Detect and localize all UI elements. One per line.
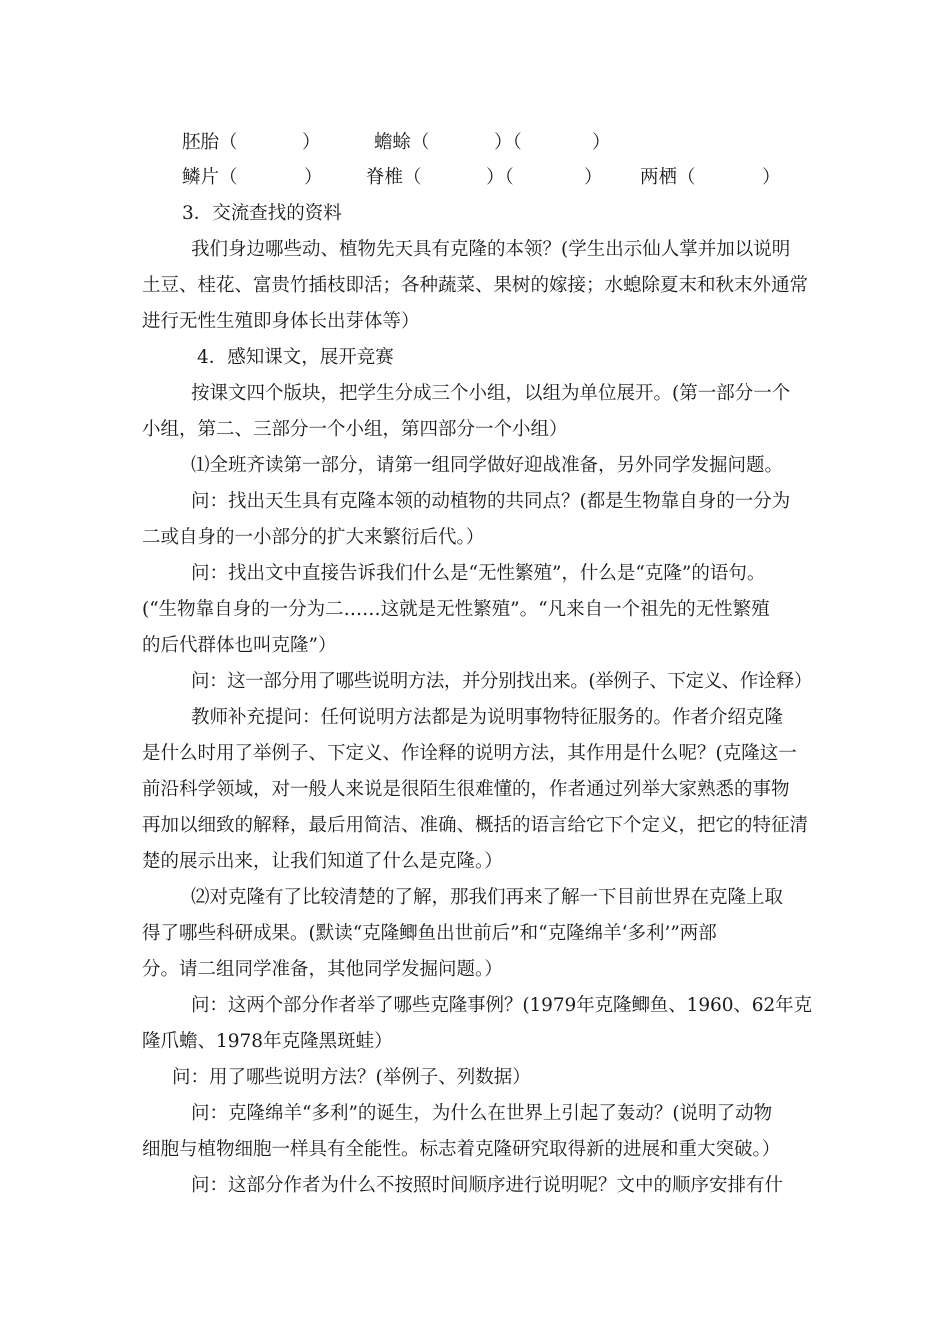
paragraph-line: 得了哪些科研成果。(默读“克隆鲫鱼出世前后”和“克隆绵羊‘多利’”两部 <box>142 923 717 944</box>
vocab-scale-close: ） <box>304 167 323 188</box>
paragraph-line: (“生物靠自身的一分为二……这就是无性繁殖”。“凡来自一个祖先的无性繁殖 <box>142 599 770 620</box>
paragraph-line: 细胞与植物细胞一样具有全能性。标志着克隆研究取得新的进展和重大突破。） <box>142 1139 781 1160</box>
paragraph-line: 楚的展示出来，让我们知道了什么是克隆。） <box>142 851 503 872</box>
vocab-amphibian-label: 两栖（ <box>640 167 696 188</box>
paragraph-line: 问：克隆绵羊“多利”的诞生，为什么在世界上引起了轰动？(说明了动物 <box>191 1103 773 1124</box>
paragraph-line: 教师补充提问：任何说明方法都是为说明事物特征服务的。作者介绍克隆 <box>191 707 784 728</box>
vocab-scale-label: 鳞片（ <box>182 167 238 188</box>
paragraph-line: 二或自身的一小部分的扩大来繁衍后代。） <box>142 527 485 548</box>
paragraph-line: 是什么时用了举例子、下定义、作诠释的说明方法，其作用是什么呢？(克隆这一 <box>142 743 797 764</box>
paragraph-line: 隆爪蟾、1978年克隆黑斑蛙） <box>142 1031 393 1052</box>
vocab-embryo-close: ） <box>302 132 321 153</box>
paragraph-line: 小组，第二、三部分一个小组，第四部分一个小组） <box>142 419 568 440</box>
section-heading-4: 4．感知课文，展开竞赛 <box>197 347 394 368</box>
paragraph-line: 问：这两个部分作者举了哪些克隆事例？(1979年克隆鲫鱼、1960、62年克 <box>191 995 812 1016</box>
paragraph-line: 的后代群体也叫克隆”） <box>142 635 337 656</box>
paragraph-line: ⑵对克隆有了比较清楚的了解，那我们再来了解一下目前世界在克隆上取 <box>191 887 784 908</box>
section-heading-3: 3．交流查找的资料 <box>182 203 342 224</box>
paragraph-line: 问：找出文中直接告诉我们什么是“无性繁殖”，什么是“克隆”的语句。 <box>191 563 766 584</box>
vocab-embryo-label: 胚胎（ <box>182 132 238 153</box>
paragraph-line: 土豆、桂花、富贵竹插枝即活；各种蔬菜、果树的嫁接；水螅除夏末和秋末外通常 <box>142 275 809 296</box>
vocab-amphibian-close: ） <box>762 167 781 188</box>
paragraph-line: 进行无性生殖即身体长出芽体等） <box>142 311 420 332</box>
paragraph-line: 我们身边哪些动、植物先天具有克隆的本领？(学生出示仙人掌并加以说明 <box>191 239 791 260</box>
paragraph-line: ⑴全班齐读第一部分，请第一组同学做好迎战准备，另外同学发掘问题。 <box>191 455 784 476</box>
vocab-toad-mid: ）（ <box>494 132 522 153</box>
vocab-spine-label: 脊椎（ <box>366 167 422 188</box>
paragraph-line: 按课文四个版块，把学生分成三个小组，以组为单位展开。(第一部分一个 <box>191 383 791 404</box>
vocab-spine-mid: ）（ <box>486 167 514 188</box>
paragraph-line: 分。请二组同学准备，其他同学发掘问题。） <box>142 959 503 980</box>
paragraph-line: 再加以细致的解释，最后用简洁、准确、概括的语言给它下个定义，把它的特征清 <box>142 815 809 836</box>
vocab-toad-label: 蟾蜍（ <box>374 132 430 153</box>
paragraph-line: 问：用了哪些说明方法？(举例子、列数据） <box>172 1067 531 1088</box>
paragraph-line: 问：这部分作者为什么不按照时间顺序进行说明呢？文中的顺序安排有什 <box>191 1175 784 1196</box>
paragraph-line: 问：这一部分用了哪些说明方法，并分别找出来。(举例子、下定义、作诠释） <box>191 671 812 692</box>
paragraph-line: 问：找出天生具有克隆本领的动植物的共同点？(都是生物靠自身的一分为 <box>191 491 791 512</box>
vocab-spine-close: ） <box>584 167 603 188</box>
paragraph-line: 前沿科学领域，对一般人来说是很陌生很难懂的，作者通过列举大家熟悉的事物 <box>142 779 790 800</box>
vocab-toad-close: ） <box>592 132 611 153</box>
